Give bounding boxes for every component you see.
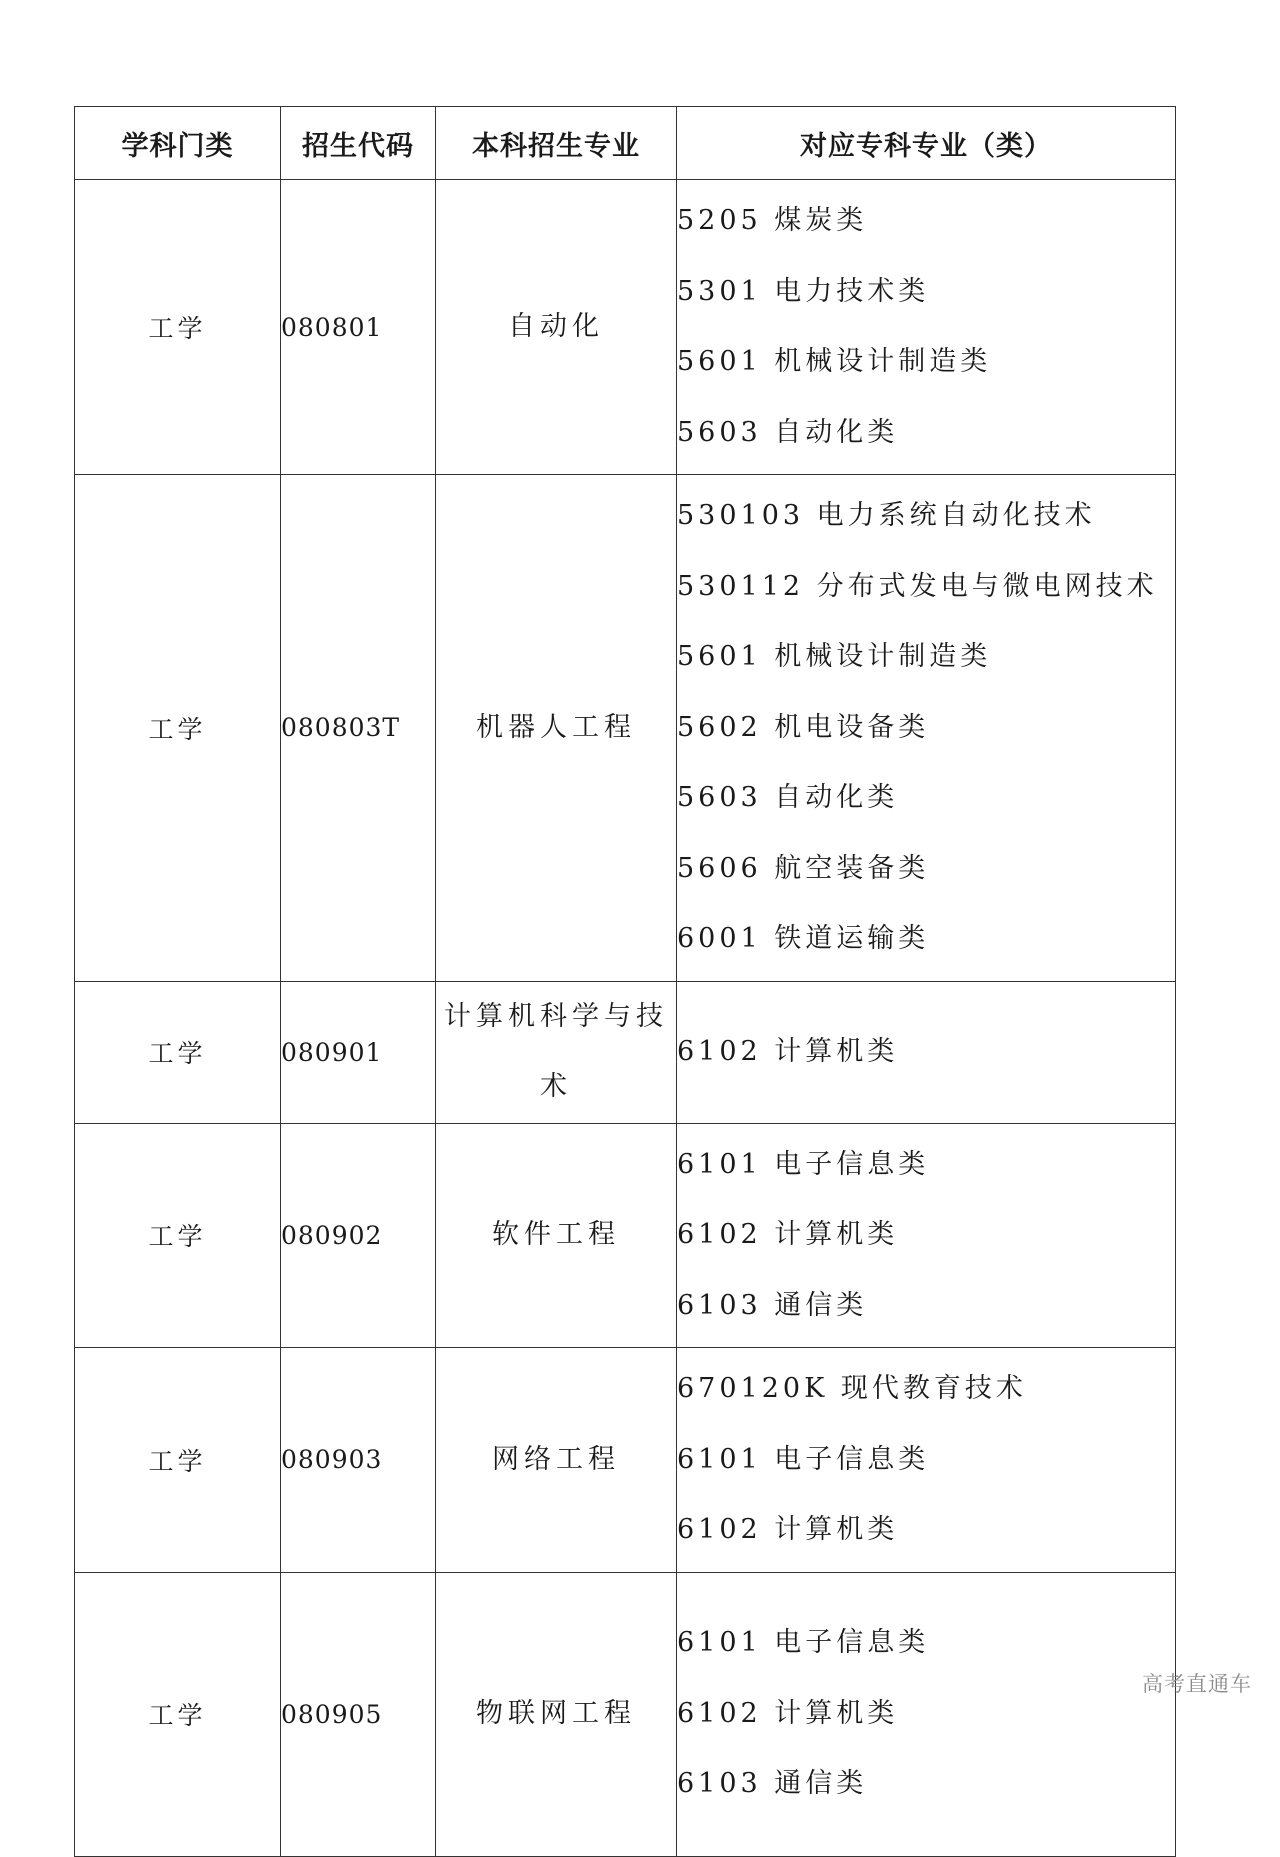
specialty-item: 670120K 现代教育技术 [677,1373,1027,1404]
row-code: 080903 [281,1348,436,1573]
table-header-row [75,107,1176,180]
row-code: 080801 [281,180,436,475]
specialty-item: 5603 自动化类 [677,416,899,448]
specialty-item: 5301 电力技术类 [677,275,930,307]
specialty-item: 6102 计算机类 [677,1697,899,1729]
specialty-item: 6101 电子信息类 [677,1443,930,1475]
specialty-item: 5205 煤炭类 [677,205,868,236]
row-code: 080901 [281,981,436,1123]
row-category: 工学 [75,1348,281,1573]
table-row [75,981,1176,1123]
row-category: 工学 [75,981,281,1123]
row-code: 080803T [281,475,436,982]
row-specialties [677,1348,1176,1573]
table-row [75,475,1176,982]
row-specialties [677,475,1176,982]
row-major: 物联网工程 [436,1572,677,1856]
specialty-item: 6101 电子信息类 [677,1148,930,1180]
specialty-item: 6101 电子信息类 [677,1627,930,1659]
row-code: 080905 [281,1572,436,1856]
header-category: 学科门类 [75,107,281,180]
specialty-item: 6102 计算机类 [677,1035,899,1067]
watermark-text: 高考直通车 [1142,1672,1252,1696]
row-specialties [677,180,1176,475]
specialty-item: 5602 机电设备类 [677,711,930,743]
specialty-item: 5601 机械设计制造类 [677,641,992,672]
row-category: 工学 [75,1123,281,1348]
row-specialties [677,1123,1176,1348]
row-major: 网络工程 [436,1348,677,1573]
row-major: 机器人工程 [436,475,677,982]
row-major: 自动化 [436,180,677,475]
specialty-item: 5603 自动化类 [677,782,899,813]
table-row [75,1348,1176,1573]
specialty-item: 530112 分布式发电与微电网技术 [677,570,1158,602]
specialty-item: 6102 计算机类 [677,1514,899,1545]
row-category: 工学 [75,1572,281,1856]
row-category: 工学 [75,475,281,982]
row-specialties [677,981,1176,1123]
specialty-item: 530103 电力系统自动化技术 [677,500,1096,531]
row-code: 080902 [281,1123,436,1348]
row-major: 计算机科学与技术 [436,981,677,1123]
row-specialties [677,1572,1176,1856]
table-row [75,1123,1176,1348]
table-row [75,1572,1176,1856]
table-row [75,180,1176,475]
major-correspondence-table [74,106,1176,1857]
specialty-item: 5601 机械设计制造类 [677,346,992,377]
specialty-item: 6103 通信类 [677,1289,868,1321]
specialty-item: 6102 计算机类 [677,1219,899,1250]
header-specialty: 对应专科专业（类） [677,107,1176,180]
specialty-item: 6103 通信类 [677,1768,868,1800]
row-major: 软件工程 [436,1123,677,1348]
row-category: 工学 [75,180,281,475]
specialty-item: 5606 航空装备类 [677,852,930,884]
header-code: 招生代码 [281,107,436,180]
header-major: 本科招生专业 [436,107,677,180]
specialty-item: 6001 铁道运输类 [677,923,930,954]
